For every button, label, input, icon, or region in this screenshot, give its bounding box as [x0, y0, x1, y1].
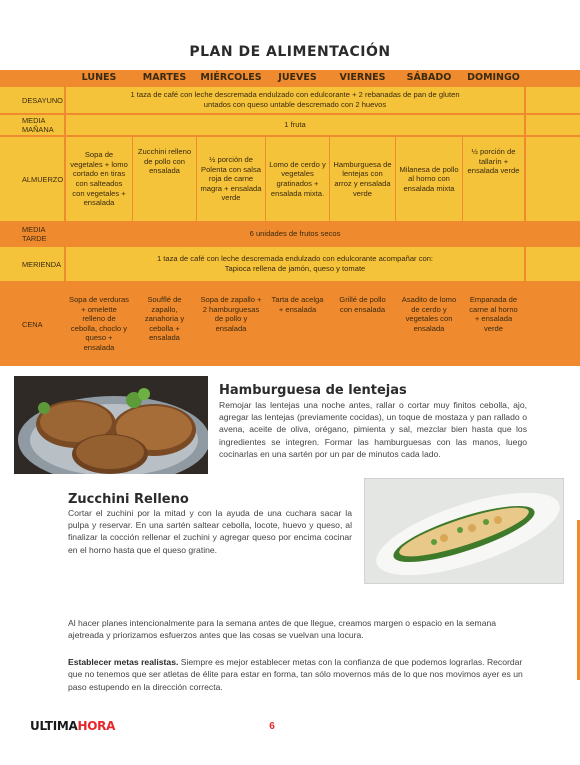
- cena-sabado: Asadito de lomo de cerdo y vegetales con ensalada: [396, 283, 462, 366]
- row-label-merienda: MERIENDA: [0, 247, 64, 281]
- row-label-media-tarde: MEDIA TARDE: [0, 223, 64, 245]
- logo-part-hora: HORA: [77, 719, 116, 733]
- row-label-desayuno: DESAYUNO: [0, 87, 64, 113]
- almuerzo-miercoles: ½ porción de Polenta con salsa roja de carne magra + ensalada verde: [197, 137, 265, 221]
- row-label-media-manana: MEDIA MAÑANA: [0, 115, 64, 135]
- day-header-domingo: DOMINGO: [463, 71, 524, 85]
- ultimahora-logo: [30, 719, 115, 733]
- cena-viernes: Grillé de pollo con ensalada: [330, 283, 395, 366]
- paragraph-goals: [68, 656, 526, 693]
- merienda-extra-cell: [526, 247, 580, 281]
- cena-jueves: Tarta de acelga + ensalada: [266, 283, 329, 366]
- desayuno-cell: 1 taza de café con leche descremada endulzado con edulcorante + 2 rebanadas de pan de gluten untados con queso untable descremado con 2 huevos: [66, 87, 524, 113]
- day-header-lunes: LUNES: [66, 71, 132, 85]
- logo-part-ultima: ULTIMA: [30, 719, 78, 733]
- recipe-body-hamburguesa: Remojar las lentejas una noche antes, rallar o cortar muy finitos cebolla, ajo, agregar las lentejas (previamente cocidas), un toque de mostaza y pan rallado o avena, aceite de oliva, orégano, pimienta y sal, mezclar bien hasta que los ingredientes se integren. Formar las hamburguesas con las manos, luego cocinarlas en una sartén por un par de minutos cada lado.: [219, 400, 527, 459]
- paragraph-goals-body: Siempre es mejor establecer metas con la confianza de que podemos lograrlas. Recordar que no tenemos que ser atletas de élite para estar en forma, tan sólo movernos más de lo que nos movimos ayer es un paso estupendo en la dirección correcta.: [68, 657, 523, 692]
- cena-miercoles: Sopa de zapallo + 2 hamburguesas de pollo y ensalada: [197, 283, 265, 366]
- almuerzo-domingo: ½ porción de tallarín + ensalada verde: [463, 137, 524, 221]
- almuerzo-lunes: Sopa de vegetales + lomo cortado en tiras con salteados con vegetales + ensalada: [66, 137, 132, 221]
- recipe-body-zucchini: Cortar el zuchini por la mitad y con la ayuda de una cuchara sacar la pulpa y reservar. En una sartén saltear cebolla, locote, huevo y queso, al finalizar la cocción rellenar el zuchini y agregar queso por encima cocinar en el horno hasta que el queso gratine.: [68, 508, 352, 555]
- page-number: 6: [269, 721, 275, 732]
- meal-plan-table: [0, 70, 580, 366]
- lentil-burger-photo: [14, 376, 208, 474]
- almuerzo-jueves: Lomo de cerdo y vegetales gratinados + ensalada mixta.: [266, 137, 329, 221]
- almuerzo-extra-cell: [526, 137, 580, 221]
- paragraph-goals-heading: Establecer metas realistas.: [68, 657, 179, 667]
- day-header-martes: MARTES: [133, 71, 196, 85]
- day-header-sabado: SÁBADO: [396, 71, 462, 85]
- recipe-title-zucchini: Zucchini Relleno: [68, 492, 189, 507]
- almuerzo-martes: Zucchini relleno de pollo con ensalada: [133, 137, 196, 221]
- media-manana-cell: 1 fruta: [66, 115, 524, 135]
- cena-domingo: Empanada de carne al horno + ensalada verde: [463, 283, 524, 366]
- desayuno-extra-cell: [526, 87, 580, 113]
- page-title: PLAN DE ALIMENTACIÓN: [189, 44, 391, 60]
- day-header-viernes: VIERNES: [330, 71, 395, 85]
- day-header-jueves: JUEVES: [266, 71, 329, 85]
- stuffed-zucchini-photo: [364, 478, 564, 584]
- paragraph-planning: Al hacer planes intencionalmente para la semana antes de que llegue, creamos margen o espacio en la semana ajetreada y priorizamos esfuerzos antes que las cosas se vuelvan una locura.: [68, 618, 497, 641]
- cena-lunes: Sopa de verduras + omelette relleno de cebolla, choclo y queso + ensalada: [66, 283, 132, 366]
- almuerzo-sabado: Milanesa de pollo al horno con ensalada mixta: [396, 137, 462, 221]
- merienda-cell: 1 taza de café con leche descremada endulzado con edulcorante acompañar con: Tapioca rellena de jamón, queso y tomate: [66, 247, 524, 281]
- day-header-miercoles: MIÉRCOLES: [197, 71, 265, 85]
- row-label-cena: CENA: [0, 283, 64, 366]
- recipe-title-hamburguesa: Hamburguesa de lentejas: [219, 383, 407, 398]
- almuerzo-viernes: Hamburguesa de lentejas con arroz y ensalada verde: [330, 137, 395, 221]
- media-tarde-cell: 6 unidades de frutos secos: [66, 223, 524, 245]
- media-manana-extra-cell: [526, 115, 580, 135]
- row-label-almuerzo: ALMUERZO: [0, 137, 64, 221]
- cena-martes: Soufflé de zapallo, zanahoria y cebolla + ensalada: [133, 283, 196, 366]
